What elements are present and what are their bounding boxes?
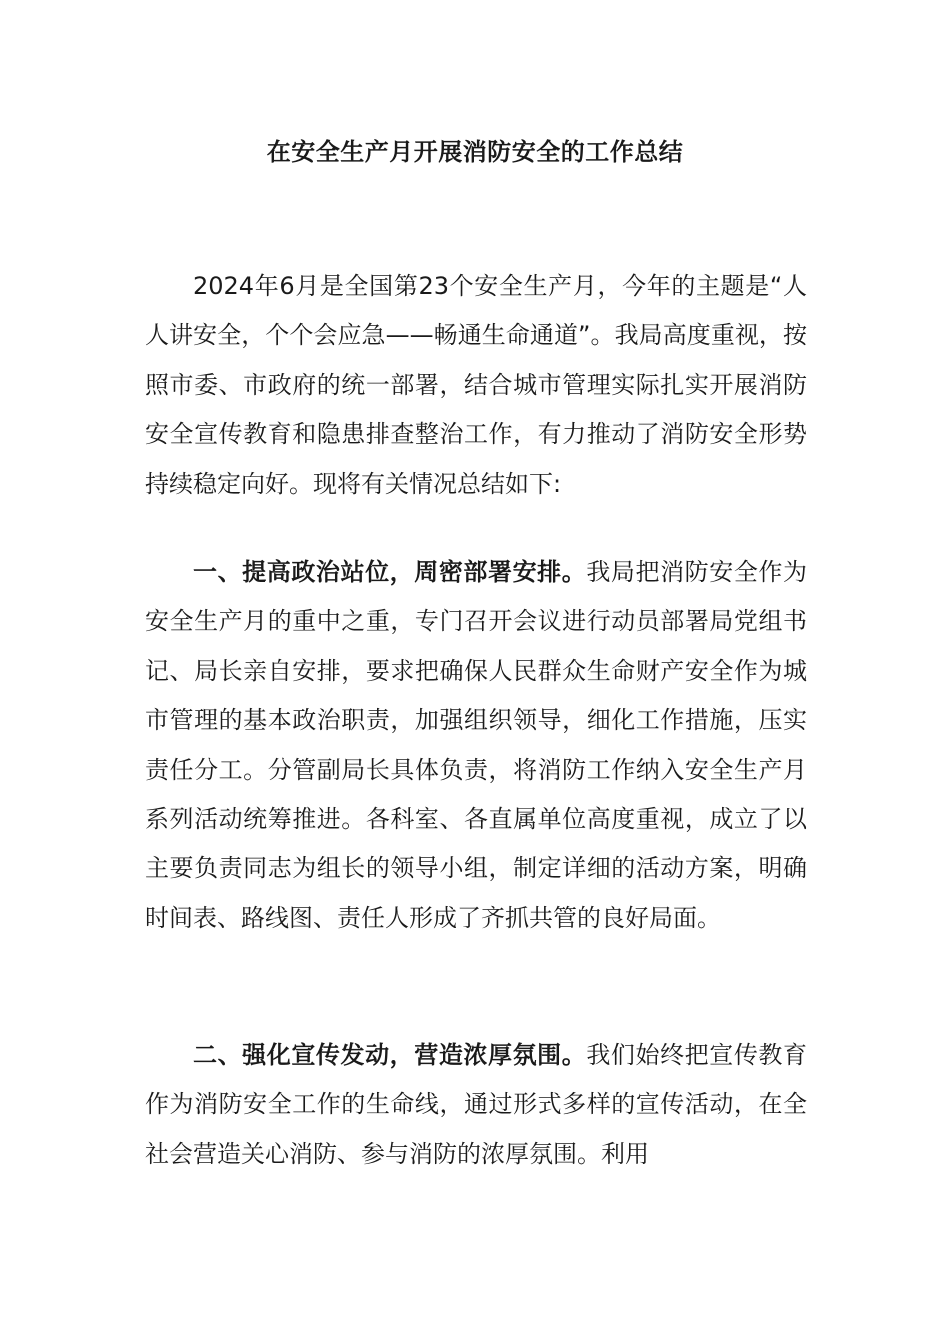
document-title: 在安全生产月开展消防安全的工作总结 (266, 138, 684, 166)
section-heading: 二、强化宣传发动，营造浓厚氛围。 (193, 1041, 587, 1069)
paragraph-intro (145, 262, 807, 509)
section-heading: 一、提高政治站位，周密部署安排。 (193, 558, 587, 586)
paragraph-text (145, 1031, 807, 1179)
paragraph-section-1 (145, 548, 807, 943)
paragraph-body: 我局把消防安全作为安全生产月的重中之重，专门召开会议进行动员部署局党组书记、局长亲自安排，要求把确保人民群众生命财产安全作为城市管理的基本政治职责，加强组织领导，细化工作措施，压实责任分工。分管副局长具体负责，将消防工作纳入安全生产月系列活动统筹推进。各科室、各直属单位高度重视，成立了以主要负责同志为组长的领导小组，制定详细的活动方案，明确时间表、路线图、责任人形成了齐抓共管的良好局面。 (145, 558, 808, 932)
paragraph-section-2 (145, 1031, 807, 1179)
paragraph-body: 我们始终把宣传教育作为消防安全工作的生命线，通过形式多样的宣传活动，在全社会营造关心消防、参与消防的浓厚氛围。利用 (145, 1041, 808, 1168)
paragraph-body: 2024年6月是全国第23个安全生产月，今年的主题是“人人讲安全，个个会应急——畅通生命通道”。我局高度重视，按照市委、市政府的统一部署，结合城市管理实际扎实开展消防安全宣传教育和隐患排查整治工作，有力推动了消防安全形势持续稳定向好。现将有关情况总结如下: (145, 272, 807, 498)
paragraph-text (145, 548, 807, 943)
paragraph-text (145, 262, 807, 509)
